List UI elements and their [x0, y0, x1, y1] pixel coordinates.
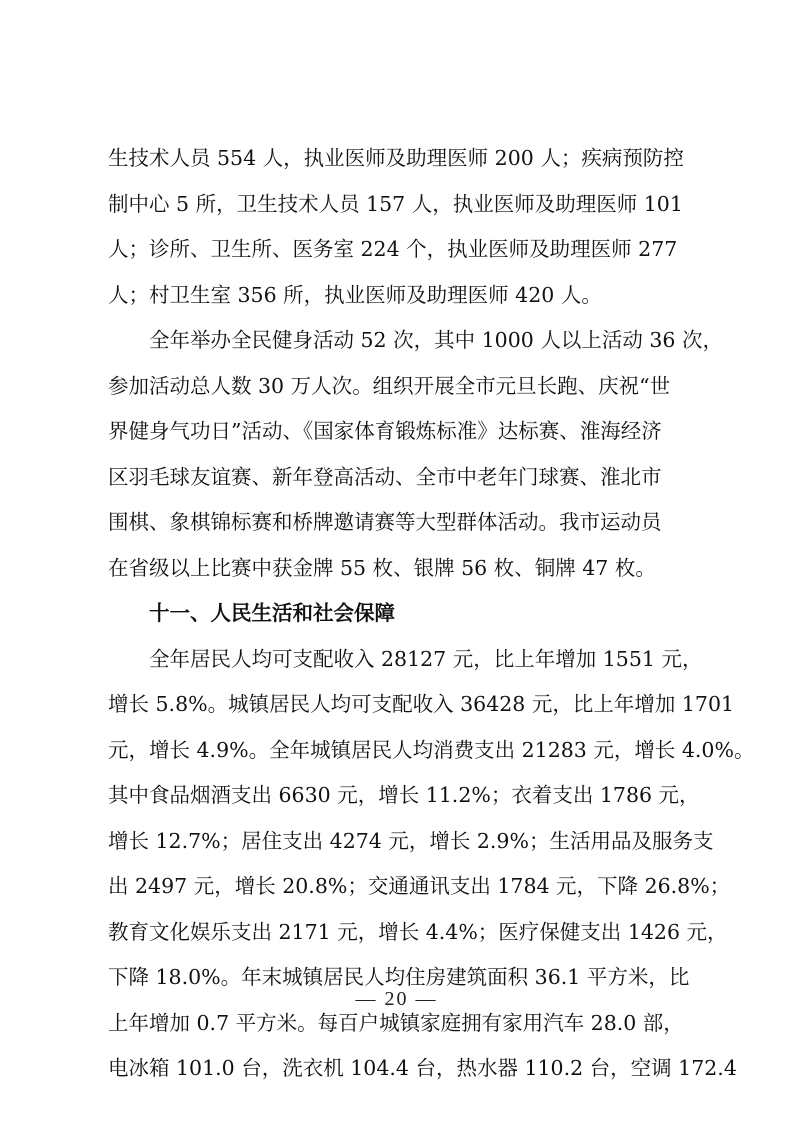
- section-heading: 十一、人民生活和社会保障: [108, 601, 395, 625]
- text-line: 电冰箱 101.0 台，洗衣机 104.4 台，热水器 110.2 台，空调 172.4: [108, 1056, 737, 1080]
- text-line: 人；诊所、卫生所、医务室 224 个，执业医师及助理医师 277: [108, 237, 678, 261]
- text-line: 增长 12.7%；居住支出 4274 元，增长 2.9%；生活用品及服务支: [108, 828, 714, 853]
- text-line: 界健身气功日”活动、《国家体育锻炼标准》达标赛、淮海经济: [108, 419, 662, 443]
- text-line: 下降 18.0%。年末城镇居民人均住房建筑面积 36.1 平方米，比: [108, 965, 690, 989]
- text-line: 制中心 5 所，卫生技术人员 157 人，执业医师及助理医师 101: [108, 191, 683, 216]
- text-line: 生技术人员 554 人，执业医师及助理医师 200 人；疾病预防控: [108, 146, 684, 170]
- text-line: 上年增加 0.7 平方米。每百户城镇家庭拥有家用汽车 28.0 部，: [108, 1010, 684, 1035]
- text-line: 在省级以上比赛中获金牌 55 枚、银牌 56 枚、铜牌 47 枚。: [108, 555, 656, 580]
- text-line: 人；村卫生室 356 所，执业医师及助理医师 420 人。: [108, 282, 602, 307]
- page-number: — 20 —: [355, 988, 438, 1010]
- text-line: 围棋、象棋锦标赛和桥牌邀请赛等大型群体活动。我市运动员: [108, 510, 662, 534]
- text-line: 全年举办全民健身活动 52 次，其中 1000 人以上活动 36 次，: [108, 328, 723, 352]
- text-line: 全年居民人均可支配收入 28127 元，比上年增加 1551 元，: [108, 646, 703, 671]
- text-line: 出 2497 元，增长 20.8%；交通通讯支出 1784 元，下降 26.8%；: [108, 874, 731, 898]
- text-line: 元，增长 4.9%。全年城镇居民人均消费支出 21283 元，增长 4.0%。: [108, 737, 755, 762]
- document-body: [108, 136, 755, 1092]
- text-line: 教育文化娱乐支出 2171 元，增长 4.4%；医疗保健支出 1426 元，: [108, 919, 728, 944]
- text-line: 区羽毛球友谊赛、新年登高活动、全市中老年门球赛、淮北市: [108, 464, 662, 489]
- text-line: 其中食品烟酒支出 6630 元，增长 11.2%；衣着支出 1786 元，: [108, 783, 700, 807]
- text-line: 增长 5.8%。城镇居民人均可支配收入 36428 元，比上年增加 1701: [108, 692, 735, 716]
- text-line: 参加活动总人数 30 万人次。组织开展全市元旦长跑、庆祝“世: [108, 373, 671, 398]
